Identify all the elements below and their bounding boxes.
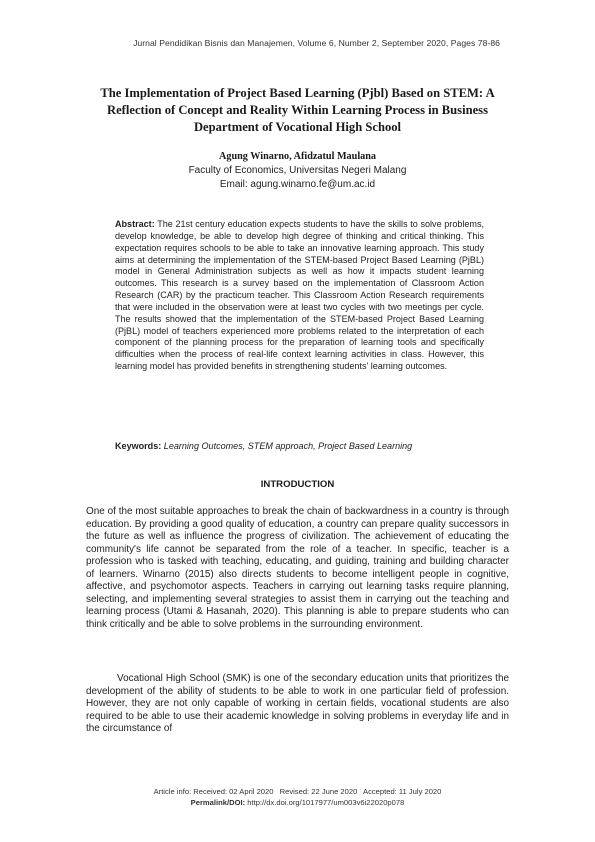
article-info (86, 787, 509, 796)
journal-running-header: Jurnal Pendidikan Bisnis dan Manajemen, Volume 6, Number 2, September 2020, Pages 78-86 (133, 38, 500, 48)
doi-label: Permalink/DOI: (190, 798, 246, 807)
body-paragraph: One of the most suitable approaches to break the chain of backwardness in a country is through education. By providing a good quality of education, a country can prepare quality successors in the future as well as influence the progress of civilization. The achievement of educating the community's life cannot be separated from the role of a teacher. In specific, teacher is a profession who is tasked with teaching, educating, and guiding, training and building character of learners. Winarno (2015) also directs students to become intelligent people in cognitive, affective, and psychomotor aspects. Teachers in carrying out learning tasks require planning, selecting, and implementing several strategies to assist them in carrying out the teaching and learning process (Utami & Hasanah, 2020). This planning is able to prepare students who can think critically and be able to solve problems in the surrounding environment. (86, 506, 509, 630)
abstract (115, 219, 484, 373)
abstract-text: The 21st century education expects students to have the skills to solve problems, develop knowledge, be able to develop high degree of thinking and critical thinking. This expectation requires schools to be able to take an innovative learning approach. This study aims at determining the implementation of the STEM-based Project Based Learning (PjBL) model in General Administration subjects as well as how it impacts student learning outcomes. This research is a survey based on the implementation of Classroom Action Research (CAR) by the practicum teacher. This Classroom Action Research requirements that were included in the observation were at least two cycles with two meetings per cycle. The results showed that the implementation of the STEM-based Project Based Learning (PjBL) model of teachers experienced more problems related to the interpretation of each component of the planning process for the preparation of learning tools and specifically difficulties when the process of real-life context learning activities in class. However, this learning model has provided benefits in strengthening students' learning outcomes. (115, 219, 484, 372)
accepted-date: Accepted: 11 July 2020 (363, 787, 442, 796)
paper-title: The Implementation of Project Based Learning (Pjbl) Based on STEM: A Reflection of Concept and Reality Within Learning Process in Business Department of Vocational High School (100, 86, 495, 134)
permalink-doi (86, 798, 509, 807)
abstract-label: Abstract: (115, 219, 155, 229)
keywords-label: Keywords: (115, 441, 162, 451)
author-affiliation: Faculty of Economics, Universitas Negeri Malang (188, 165, 407, 176)
doi-link[interactable]: http://dx.doi.org/1017977/um003v6i22020p078 (247, 798, 405, 807)
author-names: Agung Winarno, Afidzatul Maulana (219, 151, 376, 162)
body-paragraph: Vocational High School (SMK) is one of the secondary education units that prioritizes the development of the ability of students to be able to work in one particular field of profession. However, they are not only capable of working in certain fields, vocational students are also required to be able to use their academic knowledge in solving problems in everyday life and in the circumstance of (86, 673, 509, 734)
revised-date: Revised: 22 June 2020 (279, 787, 358, 796)
keywords (115, 440, 484, 452)
author-email: Email: agung.winarno.fe@um.ac.id (219, 179, 376, 190)
section-heading-introduction: INTRODUCTION (260, 479, 335, 490)
received-date: Article info: Received: 02 April 2020 (153, 787, 274, 796)
keywords-text: Learning Outcomes, STEM approach, Project Based Learning (163, 441, 413, 451)
